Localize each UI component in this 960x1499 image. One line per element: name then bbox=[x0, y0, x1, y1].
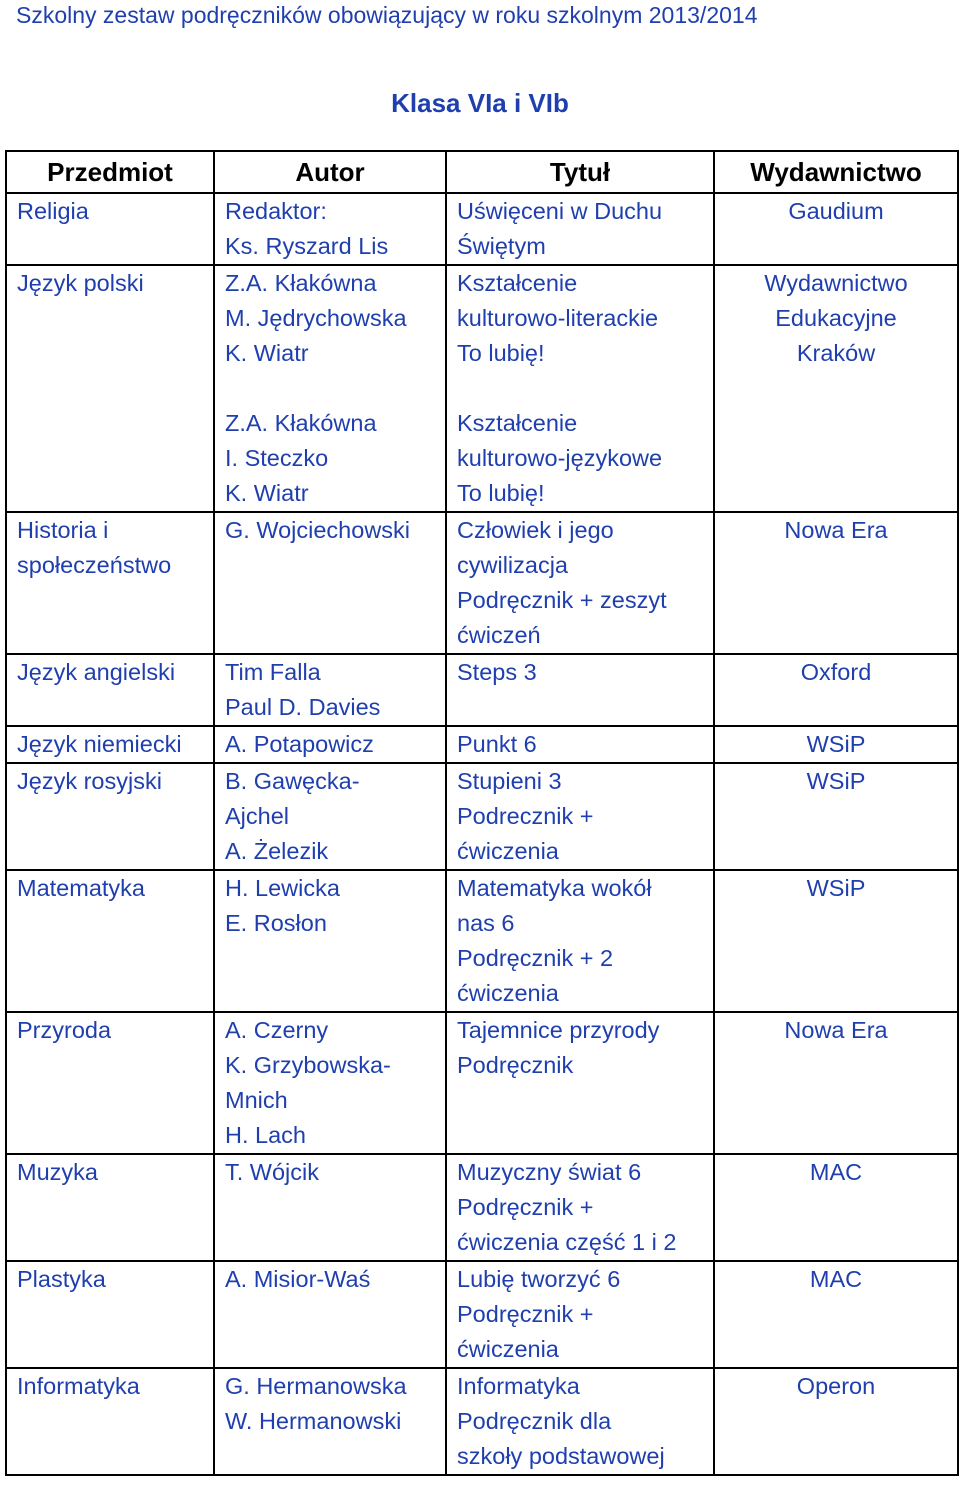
cell-line: Gaudium bbox=[788, 198, 884, 224]
cell-line: Matematyka bbox=[17, 875, 145, 901]
cell-line: E. Rosłon bbox=[225, 910, 327, 936]
cell-line bbox=[457, 371, 703, 406]
cell-subject bbox=[6, 763, 214, 870]
cell-line: Podręcznik dla bbox=[457, 1408, 612, 1434]
cell-line: Paul D. Davies bbox=[225, 694, 381, 720]
table-row bbox=[6, 1012, 958, 1154]
cell-line: Lubię tworzyć 6 bbox=[457, 1266, 621, 1292]
cell-subject bbox=[6, 1261, 214, 1368]
cell-publisher bbox=[714, 265, 958, 512]
cell-line: Operon bbox=[796, 1373, 876, 1399]
cell-publisher bbox=[714, 193, 958, 265]
cell-subject bbox=[6, 726, 214, 763]
cell-line: Mnich bbox=[225, 1087, 288, 1113]
cell-publisher bbox=[714, 1368, 958, 1475]
cell-title bbox=[446, 193, 714, 265]
cell-author bbox=[214, 1012, 446, 1154]
cell-line: Język niemiecki bbox=[17, 731, 182, 757]
cell-publisher bbox=[714, 1012, 958, 1154]
cell-line: Redaktor: bbox=[225, 198, 327, 224]
page-title: Szkolny zestaw podręczników obowiązujący w roku szkolnym 2013/2014 bbox=[16, 2, 758, 28]
cell-line: A. Żelezik bbox=[225, 838, 329, 864]
cell-line: H. Lewicka bbox=[225, 875, 340, 901]
cell-line: Z.A. Kłakówna bbox=[225, 270, 377, 296]
cell-line: I. Steczko bbox=[225, 445, 329, 471]
cell-line: Kraków bbox=[796, 340, 876, 366]
cell-line: Język rosyjski bbox=[17, 768, 162, 794]
table-row bbox=[6, 265, 958, 512]
cell-line: Wydawnictwo bbox=[764, 270, 908, 296]
cell-line: M. Jędrychowska bbox=[225, 305, 407, 331]
cell-author bbox=[214, 726, 446, 763]
header-subject: Przedmiot bbox=[6, 151, 214, 193]
cell-title bbox=[446, 763, 714, 870]
cell-author bbox=[214, 1154, 446, 1261]
cell-line: Ajchel bbox=[225, 803, 290, 829]
cell-line: Język angielski bbox=[17, 659, 176, 685]
cell-line: Podręcznik + bbox=[457, 1301, 594, 1327]
table-row bbox=[6, 1261, 958, 1368]
cell-line: ćwiczeń bbox=[457, 622, 541, 648]
cell-line: Stupieni 3 bbox=[457, 768, 562, 794]
cell-subject bbox=[6, 870, 214, 1012]
cell-publisher bbox=[714, 1261, 958, 1368]
cell-line: Podręcznik + bbox=[457, 1194, 594, 1220]
cell-line: Tajemnice przyrody bbox=[457, 1017, 660, 1043]
cell-subject bbox=[6, 193, 214, 265]
textbook-table bbox=[5, 150, 959, 1476]
table-row bbox=[6, 763, 958, 870]
header-author: Autor bbox=[214, 151, 446, 193]
cell-title bbox=[446, 1261, 714, 1368]
cell-publisher bbox=[714, 654, 958, 726]
cell-line: H. Lach bbox=[225, 1122, 306, 1148]
cell-line: Kształcenie bbox=[457, 410, 578, 436]
cell-line: Świętym bbox=[457, 233, 546, 259]
cell-subject bbox=[6, 1368, 214, 1475]
cell-line: Religia bbox=[17, 198, 89, 224]
cell-line: kulturowo-literackie bbox=[457, 305, 659, 331]
cell-line: Edukacyjne bbox=[775, 305, 897, 331]
header-publisher: Wydawnictwo bbox=[714, 151, 958, 193]
cell-line: Podręcznik + zeszyt bbox=[457, 587, 667, 613]
cell-author bbox=[214, 870, 446, 1012]
cell-line: T. Wójcik bbox=[225, 1159, 319, 1185]
cell-subject bbox=[6, 1012, 214, 1154]
cell-title bbox=[446, 512, 714, 654]
cell-author bbox=[214, 512, 446, 654]
cell-line: A. Misior-Waś bbox=[225, 1266, 371, 1292]
cell-subject bbox=[6, 265, 214, 512]
cell-author bbox=[214, 1261, 446, 1368]
cell-line: Człowiek i jego bbox=[457, 517, 614, 543]
cell-subject bbox=[6, 512, 214, 654]
cell-author bbox=[214, 654, 446, 726]
cell-title bbox=[446, 1368, 714, 1475]
cell-line: Oxford bbox=[800, 659, 872, 685]
cell-line: Matematyka wokół bbox=[457, 875, 652, 901]
cell-line: Historia i bbox=[17, 517, 109, 543]
cell-line: A. Czerny bbox=[225, 1017, 329, 1043]
cell-line: Punkt 6 bbox=[457, 731, 537, 757]
table-row bbox=[6, 1368, 958, 1475]
cell-line: Steps 3 bbox=[457, 659, 537, 685]
cell-line: MAC bbox=[809, 1266, 863, 1292]
cell-line: nas 6 bbox=[457, 910, 515, 936]
cell-line: G. Hermanowska bbox=[225, 1373, 407, 1399]
cell-author bbox=[214, 265, 446, 512]
cell-title bbox=[446, 870, 714, 1012]
cell-line: Podrecznik + bbox=[457, 803, 594, 829]
cell-line: Ks. Ryszard Lis bbox=[225, 233, 389, 259]
table-row bbox=[6, 870, 958, 1012]
cell-line: Podręcznik + 2 bbox=[457, 945, 614, 971]
cell-line: ćwiczenia bbox=[457, 838, 559, 864]
cell-subject bbox=[6, 654, 214, 726]
cell-publisher bbox=[714, 870, 958, 1012]
cell-line: K. Grzybowska- bbox=[225, 1052, 391, 1078]
cell-publisher bbox=[714, 726, 958, 763]
cell-line: kulturowo-językowe bbox=[457, 445, 663, 471]
table-body bbox=[6, 193, 958, 1475]
table-row bbox=[6, 654, 958, 726]
table-row bbox=[6, 512, 958, 654]
cell-line: Informatyka bbox=[457, 1373, 580, 1399]
cell-line bbox=[225, 371, 435, 406]
cell-line: W. Hermanowski bbox=[225, 1408, 402, 1434]
cell-line: Uświęceni w Duchu bbox=[457, 198, 663, 224]
cell-line: ćwiczenia bbox=[457, 1336, 559, 1362]
cell-line: A. Potapowicz bbox=[225, 731, 374, 757]
cell-publisher bbox=[714, 512, 958, 654]
cell-publisher bbox=[714, 1154, 958, 1261]
cell-line: Podręcznik bbox=[457, 1052, 574, 1078]
cell-title bbox=[446, 654, 714, 726]
cell-line: Plastyka bbox=[17, 1266, 106, 1292]
class-label: Klasa VIa i VIb bbox=[391, 88, 569, 118]
cell-line: cywilizacja bbox=[457, 552, 568, 578]
cell-line: Język polski bbox=[17, 270, 144, 296]
cell-title bbox=[446, 1012, 714, 1154]
cell-title bbox=[446, 265, 714, 512]
cell-subject bbox=[6, 1154, 214, 1261]
table-row bbox=[6, 1154, 958, 1261]
cell-line: WSiP bbox=[806, 768, 866, 794]
cell-publisher bbox=[714, 763, 958, 870]
header-title: Tytuł bbox=[446, 151, 714, 193]
table-row bbox=[6, 193, 958, 265]
cell-line: WSiP bbox=[806, 875, 866, 901]
table-header-row bbox=[6, 151, 958, 193]
cell-title bbox=[446, 1154, 714, 1261]
cell-line: ćwiczenia część 1 i 2 bbox=[457, 1229, 677, 1255]
cell-title bbox=[446, 726, 714, 763]
cell-line: MAC bbox=[809, 1159, 863, 1185]
cell-line: B. Gawęcka- bbox=[225, 768, 360, 794]
cell-line: ćwiczenia bbox=[457, 980, 559, 1006]
cell-line: WSiP bbox=[806, 731, 866, 757]
table-row bbox=[6, 726, 958, 763]
cell-line: K. Wiatr bbox=[225, 340, 309, 366]
cell-line: K. Wiatr bbox=[225, 480, 309, 506]
cell-line: Informatyka bbox=[17, 1373, 140, 1399]
cell-line: Przyroda bbox=[17, 1017, 112, 1043]
cell-line: Nowa Era bbox=[784, 517, 888, 543]
cell-line: Nowa Era bbox=[784, 1017, 888, 1043]
cell-line: To lubię! bbox=[457, 340, 545, 366]
cell-author bbox=[214, 1368, 446, 1475]
cell-author bbox=[214, 193, 446, 265]
cell-line: Kształcenie bbox=[457, 270, 578, 296]
cell-line: Muzyka bbox=[17, 1159, 98, 1185]
cell-line: szkoły podstawowej bbox=[457, 1443, 665, 1469]
cell-line: społeczeństwo bbox=[17, 552, 172, 578]
cell-line: Z.A. Kłakówna bbox=[225, 410, 377, 436]
cell-line: Tim Falla bbox=[225, 659, 321, 685]
cell-author bbox=[214, 763, 446, 870]
cell-line: To lubię! bbox=[457, 480, 545, 506]
cell-line: G. Wojciechowski bbox=[225, 517, 411, 543]
cell-line: Muzyczny świat 6 bbox=[457, 1159, 642, 1185]
